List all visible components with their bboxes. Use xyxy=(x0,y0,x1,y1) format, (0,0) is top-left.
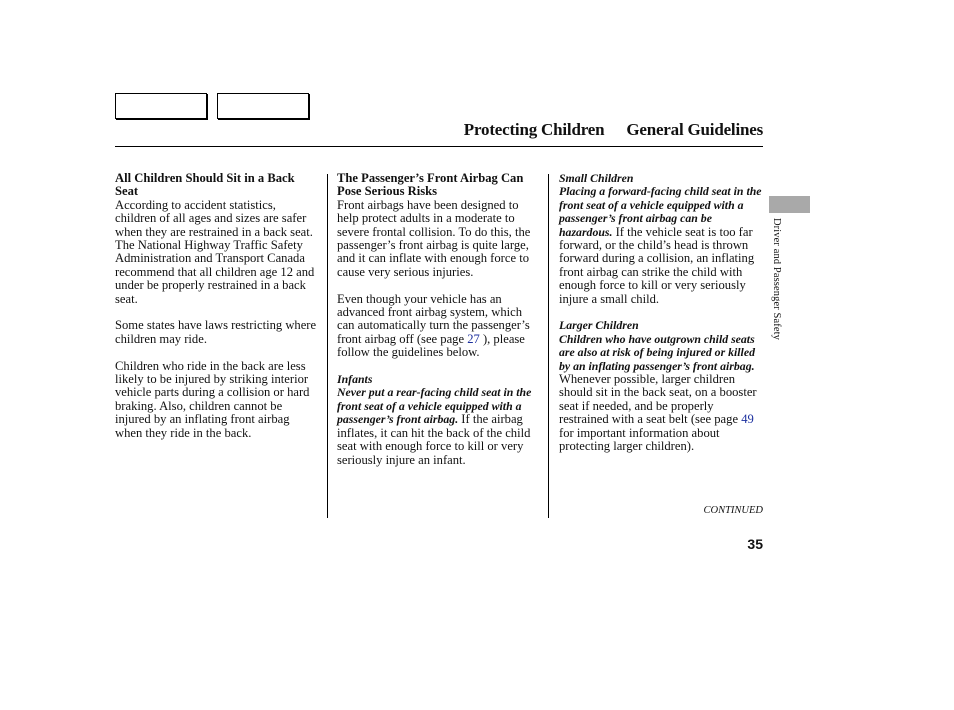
column-divider xyxy=(548,174,549,518)
page-link-27[interactable]: 27 xyxy=(467,331,480,346)
page-header xyxy=(464,120,763,140)
column-divider xyxy=(327,174,328,518)
subsection-title: General Guidelines xyxy=(626,120,763,139)
continued-label: CONTINUED xyxy=(703,505,763,516)
paragraph: If the airbag inflates, it can hit the back of the child seat with enough force to kill or very seriously injure an infant. xyxy=(337,412,531,467)
page-number: 35 xyxy=(747,536,763,552)
nav-prev-button[interactable] xyxy=(115,93,207,119)
section-heading: The Passenger’s Front Airbag Can Pose Serious Risks xyxy=(337,171,524,199)
paragraph: Some states have laws restricting where children may ride. xyxy=(115,318,317,346)
paragraph: Even though your vehicle has an advanced front airbag system, which can automatically turn the passenger’s front airbag off (see page 27 ), please follow the guidelines below. xyxy=(337,291,530,360)
section-title: Protecting Children xyxy=(463,120,605,139)
page-link-49[interactable]: 49 xyxy=(741,412,754,427)
side-section-label: Driver and Passenger Safety xyxy=(771,218,782,340)
header-rule xyxy=(115,146,763,147)
paragraph: Children who ride in the back are less likely to be injured by striking interior vehicle parts during a collision or hard braking. Also, children cannot be injured by an inflating front airbag when they ride in the back. xyxy=(115,358,310,440)
warning-text: Never put a rear-facing child seat in the front seat of a vehicle equipped with a passenger’s front airbag. xyxy=(337,385,532,427)
section-tab[interactable] xyxy=(769,196,810,213)
column-1 xyxy=(115,172,318,453)
warning-text: Children who have outgrown child seats are also at risk of being injured or killed by an inflating passenger’s front airbag. xyxy=(559,331,755,373)
subheading-infants: Infants xyxy=(337,372,373,387)
section-heading: All Children Should Sit in a Back Seat xyxy=(115,171,295,199)
subheading-larger-children: Larger Children xyxy=(559,318,639,333)
subheading-small-children: Small Children xyxy=(559,171,634,185)
column-2 xyxy=(337,172,542,480)
column-3: Small Children Placing a forward-facing child seat in the front seat of a vehicle equipped with a passenger’s front airbag can be hazardous. If the vehicle seat is too far forward, or the child’s head is thrown forward during a collision, an inflating front airbag can strike the child with enough force to kill or very seriously injure a small child. Larger Children Children who have outgrown child seats are also at risk of being injured or killed by an inflating passenger’s front airbag. Whenever possible, larger children should sit in the back seat, on a booster seat if needed, and be properly restrained with a seat belt (see page 49 for important information about protecting larger children). xyxy=(559,172,765,467)
paragraph: If the vehicle seat is too far forward, or the child’s head is thrown forward during a collision, an inflating front airbag can strike the child with enough force to kill or very seriously injure a small child. xyxy=(559,224,755,306)
nav-next-button[interactable] xyxy=(217,93,309,119)
paragraph: According to accident statistics, children of all ages and sizes are safer when they are restrained in a back seat. The National Highway Traffic Safety Administration and Transport Canada recommend that all children age 12 and under be properly restrained in a back seat. xyxy=(115,197,315,306)
warning-text: Placing a forward-facing child seat in the front seat of a vehicle equipped with a passenger’s front airbag can be hazardous. xyxy=(559,184,762,239)
paragraph: Front airbags have been designed to help protect adults in a moderate to severe frontal collision. To do this, the passenger’s front airbag is quite large, and it can inflate with enough force to cause very serious injuries. xyxy=(337,197,531,279)
